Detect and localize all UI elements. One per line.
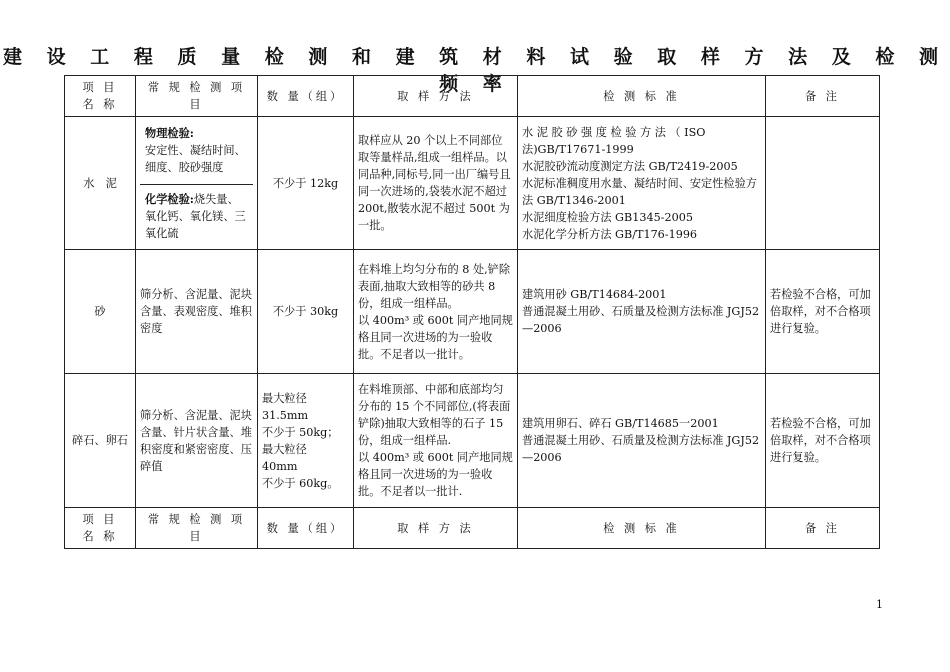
footer-remark: 备 注 <box>766 508 880 549</box>
gravel-quantity: 最大粒径 31.5mm 不少于 50kg； 最大粒径 40mm 不少于 60kg。 <box>258 374 354 508</box>
sand-quantity: 不少于 30kg <box>258 250 354 374</box>
cement-name: 水 泥 <box>65 117 136 250</box>
header-standard: 检 测 标 准 <box>518 76 766 117</box>
gravel-routine: 筛分析、含泥量、泥块含量、针片状含量、堆积密度和紧密密度、压碎值 <box>136 374 258 508</box>
cement-routine <box>136 117 258 250</box>
table-row-cement <box>65 117 880 250</box>
footer-routine: 常 规 检 测 项 目 <box>136 508 258 549</box>
cement-quantity: 不少于 12kg <box>258 117 354 250</box>
gravel-name: 碎石、卵石 <box>65 374 136 508</box>
sand-sampling: 在料堆上均匀分布的 8 处,铲除表面,抽取大致相等的砂共 8 份，组成一组样品。 以 400m³ 或 600t 同产地同规格且同一次进场的为一验收批。不足者以一批计。 <box>354 250 518 374</box>
table-row-gravel <box>65 374 880 508</box>
footer-sampling: 取 样 方 法 <box>354 508 518 549</box>
header-sampling: 取 样 方 法 <box>354 76 518 117</box>
header-remark: 备 注 <box>766 76 880 117</box>
cement-sampling: 取样应从 20 个以上不同部位取等量样品,组成一组样品。以同品种,同标号,同一出厂编号且同一次进场的,袋装水泥不超过 200t,散装水泥不超过 500t 为一批。 <box>354 117 518 250</box>
gravel-sampling: 在料堆顶部、中部和底部均匀分布的 15 个不同部位,(将表面铲除)抽取大致相等的石子 15 份，组成一组样品. 以 400m³ 或 600t 同产地同规格且同一次进场的为一验收批。不足者以一批计. <box>354 374 518 508</box>
table-footer-row <box>65 508 880 549</box>
sand-remark: 若检验不合格，可加倍取样，对不合格项进行复验。 <box>766 250 880 374</box>
gravel-standards: 建筑用卵石、碎石 GB/T14685一2001 普通混凝土用砂、石质量及检测方法标准 JGJ52—2006 <box>518 374 766 508</box>
cement-remark <box>766 117 880 250</box>
page-title: 建 设 工 程 质 量 检 测 和 建 筑 材 料 试 验 取 样 方 法 及 检 测 频 率 <box>3 46 947 95</box>
cement-standards: 水 泥 胶 砂 强 度 检 验 方 法 （ ISO 法)GB/T17671-1999 水泥胶砂流动度测定方法 GB/T2419-2005 水泥标准稠度用水量、凝结时间、安定性检验方法 GB/T1346-2001 水泥细度检验方法 GB1345-2005 水泥化学分析方法 GB/T176-1996 <box>518 117 766 250</box>
footer-quantity: 数 量（组） <box>258 508 354 549</box>
sand-standards: 建筑用砂 GB/T14684-2001 普通混凝土用砂、石质量及检测方法标准 JGJ52—2006 <box>518 250 766 374</box>
footer-item-name: 项 目 名 称 <box>65 508 136 549</box>
footer-standard: 检 测 标 准 <box>518 508 766 549</box>
header-routine: 常 规 检 测 项 目 <box>136 76 258 117</box>
table-header-row <box>65 76 880 117</box>
table-row-sand <box>65 250 880 374</box>
gravel-remark: 若检验不合格，可加倍取样，对不合格项进行复验。 <box>766 374 880 508</box>
sand-name: 砂 <box>65 250 136 374</box>
header-item-name: 项 目 名 称 <box>65 76 136 117</box>
page-number: 1 <box>876 598 883 611</box>
cement-chemical-test: 化学检验:烧失量、氧化钙、氧化镁、三氧化硫 <box>145 192 246 240</box>
sampling-table <box>64 75 880 549</box>
header-quantity: 数 量（组） <box>258 76 354 117</box>
sand-routine: 筛分析、含泥量、泥块含量、表观密度、堆积密度 <box>136 250 258 374</box>
cement-physical-test: 物理检验: 安定性、凝结时间、细度、胶砂强度 <box>140 120 253 185</box>
